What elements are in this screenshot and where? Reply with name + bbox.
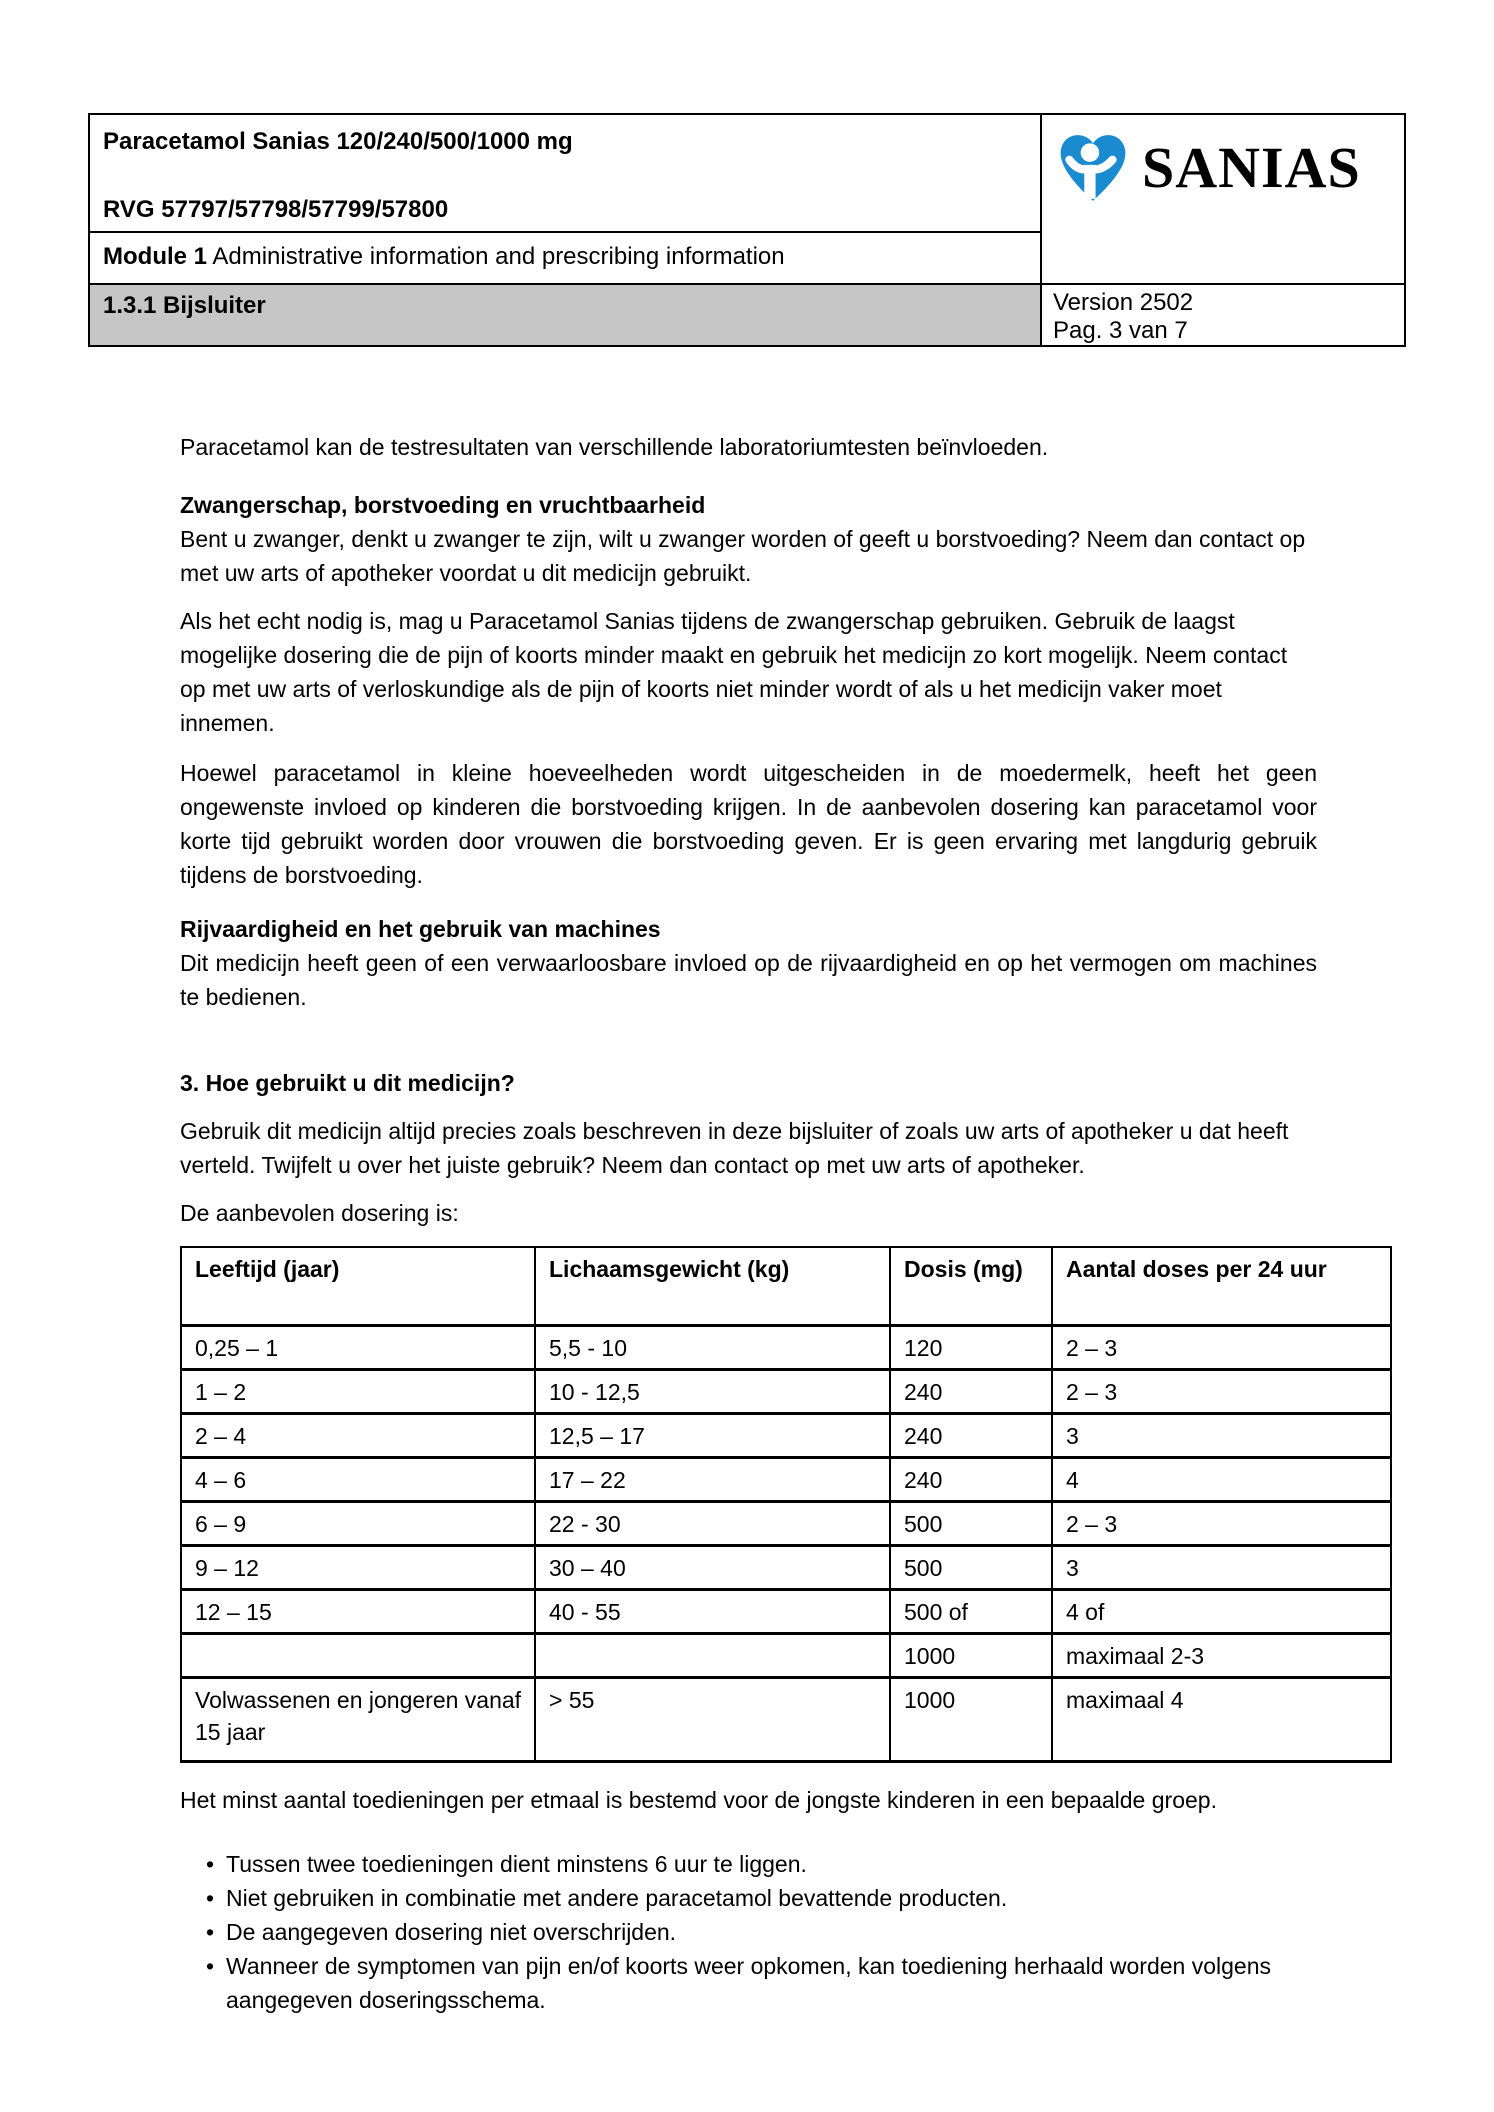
table-cell: 30 – 40 — [535, 1545, 890, 1589]
bullet-text: Wanneer de symptomen van pijn en/of koorts weer opkomen, kan toediening herhaald worden volgens aangegeven doseringsschema. — [226, 1952, 1271, 2013]
bullet-item — [180, 1915, 1320, 1949]
document-body — [180, 430, 1393, 2017]
bullet-icon: • — [206, 1952, 215, 1979]
bullet-text: De aangegeven dosering niet overschrijden. — [226, 1918, 677, 1945]
table-row — [181, 1589, 1391, 1633]
dosing-table-body — [181, 1325, 1391, 1761]
table-cell — [181, 1633, 535, 1677]
table-cell: 9 – 12 — [181, 1545, 535, 1589]
heading-pregnancy: Zwangerschap, borstvoeding en vruchtbaarheid — [180, 492, 706, 518]
table-row — [181, 1369, 1391, 1413]
paragraph-if-needed: Als het echt nodig is, mag u Paracetamol Sanias tijdens de zwangerschap gebruiken. Gebruik de laagst mogelijke dosering die de pijn of koorts minder maakt en gebruik het medicijn zo kort mogelijk. Neem contact op met uw arts of verloskundige als de pijn of koorts niet minder wordt of als u het medicijn vaker moet innemen. — [180, 608, 1288, 736]
table-header-cell: Lichaamsgewicht (kg) — [535, 1247, 890, 1325]
heart-person-icon — [1056, 128, 1130, 208]
product-title-cell — [90, 115, 1040, 233]
table-cell: 5,5 - 10 — [535, 1325, 890, 1369]
version-number: Version 2502 — [1053, 289, 1194, 316]
table-cell: 4 — [1052, 1457, 1391, 1501]
logo-cell — [1042, 115, 1404, 283]
bullet-icon: • — [206, 1918, 215, 1945]
table-row — [181, 1325, 1391, 1369]
paragraph-pregnant: Bent u zwanger, denkt u zwanger te zijn, wilt u zwanger worden of geeft u borstvoeding? Neem dan contact op met uw arts of apotheker voordat u dit medicijn gebruikt. — [180, 526, 1306, 586]
table-cell: 240 — [890, 1369, 1052, 1413]
table-cell: 240 — [890, 1457, 1052, 1501]
table-cell: 1000 — [890, 1633, 1052, 1677]
table-cell: 10 - 12,5 — [535, 1369, 890, 1413]
product-title: Paracetamol Sanias 120/240/500/1000 mg — [103, 128, 573, 155]
heading-section-3: 3. Hoe gebruikt u dit medicijn? — [180, 1070, 515, 1096]
table-row — [181, 1633, 1391, 1677]
table-cell: 3 — [1052, 1545, 1391, 1589]
table-cell: 2 – 3 — [1052, 1325, 1391, 1369]
table-row — [181, 1457, 1391, 1501]
table-row — [181, 1545, 1391, 1589]
table-cell: > 55 — [535, 1677, 890, 1761]
module-text: Administrative information and prescribing information — [207, 243, 785, 270]
module-cell — [90, 233, 1040, 283]
version-cell — [1042, 285, 1404, 345]
bullet-icon: • — [206, 1884, 215, 1911]
table-cell: 1000 — [890, 1677, 1052, 1761]
table-cell: 12,5 – 17 — [535, 1413, 890, 1457]
dosing-table-header-row — [181, 1247, 1391, 1325]
bullet-item — [180, 1881, 1320, 1915]
table-row — [181, 1501, 1391, 1545]
header-table — [88, 113, 1406, 347]
table-cell: 3 — [1052, 1413, 1391, 1457]
paragraph-driving: Dit medicijn heeft geen of een verwaarloosbare invloed op de rijvaardigheid en op het vermogen om machines te bedienen. — [180, 950, 1317, 1010]
table-cell: 1 – 2 — [181, 1369, 535, 1413]
table-cell: 40 - 55 — [535, 1589, 890, 1633]
paragraph-dosing-intro: De aanbevolen dosering is: — [180, 1200, 459, 1226]
logo-wordmark: SANIAS — [1142, 135, 1361, 200]
table-cell: 6 – 9 — [181, 1501, 535, 1545]
table-cell: 22 - 30 — [535, 1501, 890, 1545]
dosing-table — [180, 1246, 1392, 1763]
section-label: 1.3.1 Bijsluiter — [90, 285, 1042, 345]
table-cell: 500 of — [890, 1589, 1052, 1633]
table-cell: 2 – 3 — [1052, 1501, 1391, 1545]
table-cell: maximaal 4 — [1052, 1677, 1391, 1761]
paragraph-breastmilk: Hoewel paracetamol in kleine hoeveelheden wordt uitgescheiden in de moedermelk, heeft het geen ongewenste invloed op kinderen die borstvoeding krijgen. In de aanbevolen dosering kan paracetamol voor korte tijd gebruikt worden door vrouwen die borstvoeding geven. Er is geen ervaring met langdurig gebruik tijdens de borstvoeding. — [180, 760, 1317, 888]
table-cell: 500 — [890, 1501, 1052, 1545]
module-label: Module 1 — [103, 243, 208, 270]
table-cell: 500 — [890, 1545, 1052, 1589]
table-cell: 17 – 22 — [535, 1457, 890, 1501]
table-header-cell: Leeftijd (jaar) — [181, 1247, 535, 1325]
heading-driving: Rijvaardigheid en het gebruik van machines — [180, 916, 661, 942]
table-cell: maximaal 2-3 — [1052, 1633, 1391, 1677]
table-cell: 240 — [890, 1413, 1052, 1457]
page-number: Pag. 3 van 7 — [1053, 317, 1188, 344]
paragraph-usage: Gebruik dit medicijn altijd precies zoals beschreven in deze bijsluiter of zoals uw arts of apotheker u dat heeft verteld. Twijfelt u over het juiste gebruik? Neem dan contact op met uw arts of apotheker. — [180, 1118, 1289, 1178]
table-cell: 0,25 – 1 — [181, 1325, 535, 1369]
table-cell: 2 – 4 — [181, 1413, 535, 1457]
header-table-left-column — [90, 115, 1042, 283]
bullet-text: Niet gebruiken in combinatie met andere paracetamol bevattende producten. — [226, 1884, 1008, 1911]
table-header-cell: Aantal doses per 24 uur — [1052, 1247, 1391, 1325]
sanias-logo — [1056, 127, 1404, 209]
header-table-top — [90, 115, 1404, 283]
bullet-item — [180, 1949, 1320, 2017]
rvg-number: RVG 57797/57798/57799/57800 — [103, 196, 449, 223]
bullet-item — [180, 1847, 1320, 1881]
table-header-cell: Dosis (mg) — [890, 1247, 1052, 1325]
paragraph-lab-results: Paracetamol kan de testresultaten van verschillende laboratoriumtesten beïnvloeden. — [180, 434, 1049, 460]
table-cell: 2 – 3 — [1052, 1369, 1391, 1413]
table-cell — [535, 1633, 890, 1677]
table-cell: 120 — [890, 1325, 1052, 1369]
table-cell: 12 – 15 — [181, 1589, 535, 1633]
table-cell: 4 of — [1052, 1589, 1391, 1633]
bullet-icon: • — [206, 1850, 215, 1877]
bullet-list — [180, 1847, 1393, 2017]
paragraph-note: Het minst aantal toedieningen per etmaal is bestemd voor de jongste kinderen in een bepaalde groep. — [180, 1786, 1217, 1813]
header-table-bottom — [90, 283, 1404, 345]
table-cell: Volwassenen en jongeren vanaf 15 jaar — [181, 1677, 535, 1761]
bullet-text: Tussen twee toedieningen dient minstens 6 uur te liggen. — [226, 1850, 807, 1877]
table-row — [181, 1677, 1391, 1761]
table-cell: 4 – 6 — [181, 1457, 535, 1501]
table-row — [181, 1413, 1391, 1457]
